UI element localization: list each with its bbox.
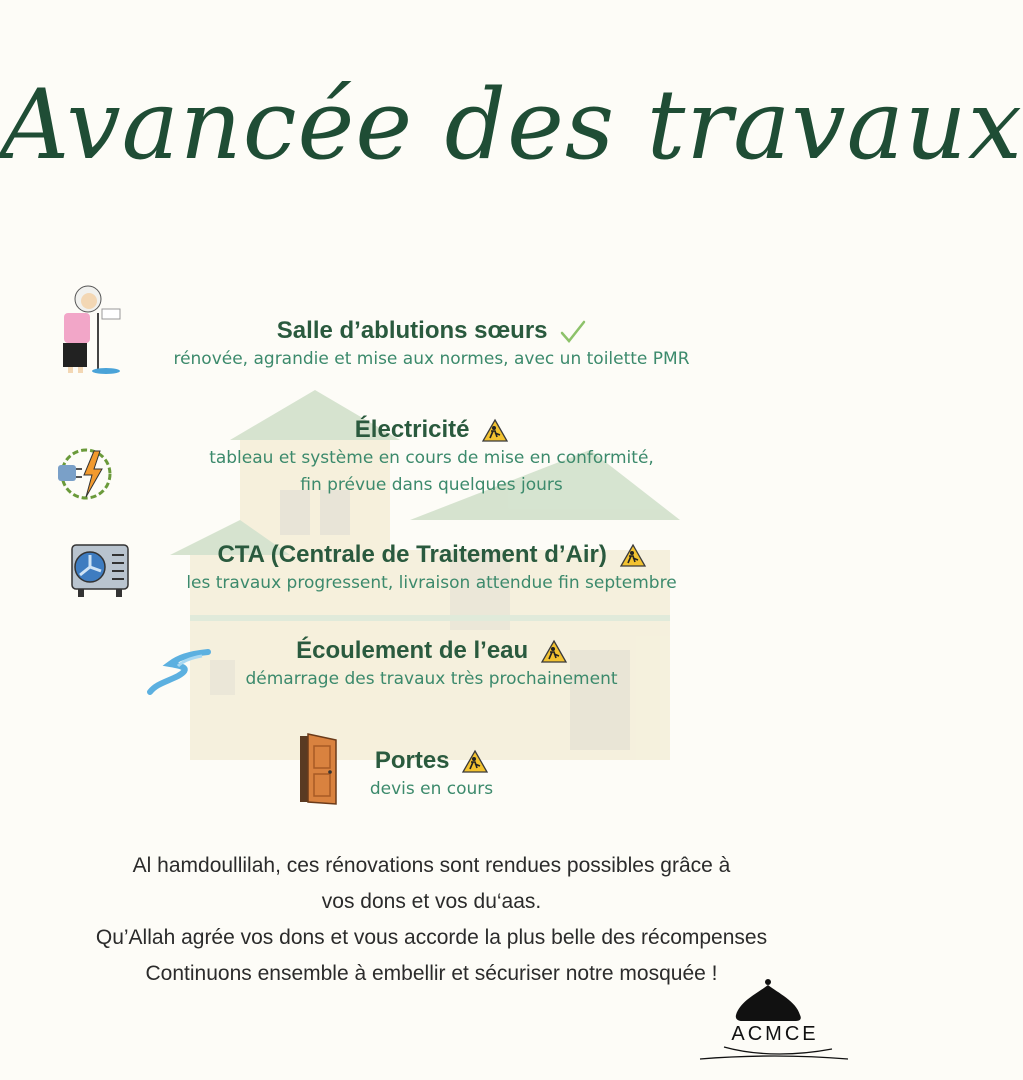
- item-heading-row: [0, 540, 863, 570]
- item-heading: Électricité: [354, 416, 470, 443]
- item-heading: Portes: [374, 747, 450, 774]
- footer-line: Al hamdoullilah, ces rénovations sont rendues possibles grâce à: [132, 854, 731, 877]
- item-electricity: [0, 415, 863, 499]
- acmce-logo: [700, 975, 850, 1065]
- item-heading: Écoulement de l’eau: [296, 637, 529, 664]
- item-heading: CTA (Centrale de Traitement d’Air): [217, 541, 607, 568]
- page-title: Avancée des travaux: [0, 69, 1023, 181]
- item-description: les travaux progressent, livraison attendue fin septembre: [186, 573, 677, 593]
- logo-text: ACMCE: [731, 1023, 819, 1045]
- mosque-dome-icon: [700, 975, 850, 1065]
- footer-line: Qu’Allah agrée vos dons et vous accorde la plus belle des récompenses: [95, 926, 768, 949]
- footer-line: vos dons et vos du‘aas.: [321, 890, 542, 913]
- item-heading-row: [0, 636, 863, 666]
- item-description: rénovée, agrandie et mise aux normes, avec un toilette PMR: [173, 349, 690, 369]
- road-works-icon: [620, 544, 646, 567]
- item-cta: [0, 540, 863, 597]
- item-ablutions: [0, 316, 863, 373]
- road-works-icon: [541, 640, 567, 663]
- item-doors: [0, 746, 863, 803]
- item-description: devis en cours: [369, 779, 494, 799]
- item-description: démarrage des travaux très prochainement: [245, 669, 618, 689]
- item-description: fin prévue dans quelques jours: [300, 475, 563, 495]
- item-description: tableau et système en cours de mise en conformité,: [209, 448, 654, 468]
- footer-message: [0, 848, 863, 992]
- item-heading-row: [0, 316, 863, 346]
- footer-line: Continuons ensemble à embellir et sécuriser notre mosquée !: [145, 962, 718, 985]
- item-heading: Salle d’ablutions sœurs: [276, 317, 548, 344]
- checkmark-icon: [560, 320, 586, 344]
- road-works-icon: [462, 750, 488, 773]
- item-heading-row: [0, 746, 863, 776]
- road-works-icon: [482, 419, 508, 442]
- item-water-drainage: [0, 636, 863, 693]
- item-heading-row: [0, 415, 863, 445]
